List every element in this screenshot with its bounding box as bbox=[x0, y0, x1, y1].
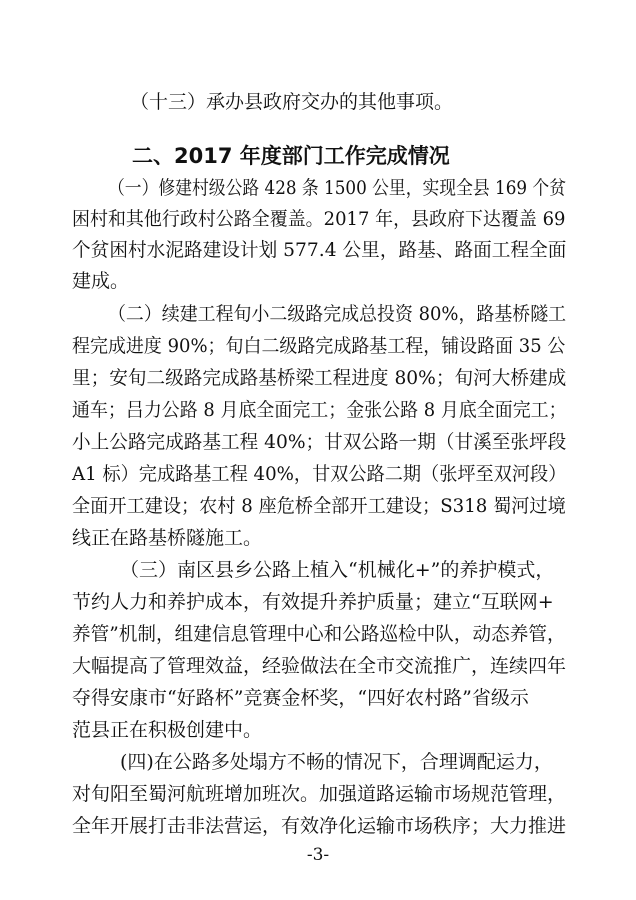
paragraph-2-line-6: A1 标）完成路基工程 40%，甘双公路二期（张坪至双河段） bbox=[72, 463, 567, 485]
section-heading: 二、2017 年度部门工作完成情况 bbox=[132, 144, 450, 168]
paragraph-2-line-8: 线正在路基桥隧施工。 bbox=[72, 527, 263, 549]
paragraph-2-line-3: 里；安旬二级路完成路基桥梁工程进度 80%；旬河大桥建成 bbox=[72, 367, 567, 389]
paragraph-4-line-2: 对旬阳至蜀河航班增加班次。加强道路运输市场规范管理， bbox=[72, 783, 567, 805]
paragraph-3-line-2: 节约人力和养护成本，有效提升养护质量；建立“互联网+ bbox=[72, 591, 554, 613]
paragraph-3-line-4: 大幅提高了管理效益，经验做法在全市交流推广，连续四年 bbox=[72, 655, 567, 677]
paragraph-3-line-5: 夺得安康市“好路杯”竞赛金杯奖，“四好农村路”省级示 bbox=[72, 687, 529, 709]
paragraph-2-line-2: 程完成进度 90%；旬白二级路完成路基工程，铺设路面 35 公 bbox=[72, 335, 566, 357]
paragraph-4-line-3: 全年开展打击非法营运，有效净化运输市场秩序；大力推进 bbox=[72, 815, 567, 837]
paragraph-1-line-2: 困村和其他行政村公路全覆盖。2017 年，县政府下达覆盖 69 bbox=[72, 208, 566, 230]
paragraph-4-line-1: (四)在公路多处塌方不畅的情况下，合理调配运力， bbox=[120, 751, 553, 773]
paragraph-3-line-6: 范县正在积极创建中。 bbox=[72, 719, 263, 741]
paragraph-2-line-4: 通车；吕力公路 8 月底全面完工；金张公路 8 月底全面完工； bbox=[72, 399, 567, 421]
paragraph-3-line-3: 养管”机制，组建信息管理中心和公路巡检中队，动态养管， bbox=[72, 623, 566, 645]
paragraph-2-line-5: 小上公路完成路基工程 40%；甘双公路一期（甘溪至张坪段 bbox=[72, 431, 567, 453]
paragraph-2-line-1: （二）续建工程旬小二级路完成总投资 80%，路基桥隧工 bbox=[108, 303, 567, 325]
paragraph-1-line-4: 建成。 bbox=[72, 270, 130, 292]
paragraph-1-line-3: 个贫困村水泥路建设计划 577.4 公里，路基、路面工程全面 bbox=[72, 239, 567, 261]
paragraph-3-line-1: （三）南区县乡公路上植入“机械化+”的养护模式， bbox=[120, 559, 555, 581]
paragraph-2-line-7: 全面开工建设；农村 8 座危桥全部开工建设；S318 蜀河过境 bbox=[72, 495, 566, 517]
page-number: -3- bbox=[306, 845, 330, 865]
item-13-line: （十三）承办县政府交办的其他事项。 bbox=[130, 91, 454, 113]
paragraph-1-line-1: （一）修建村级公路 428 条 1500 公里，实现全县 169 个贫 bbox=[108, 177, 567, 199]
